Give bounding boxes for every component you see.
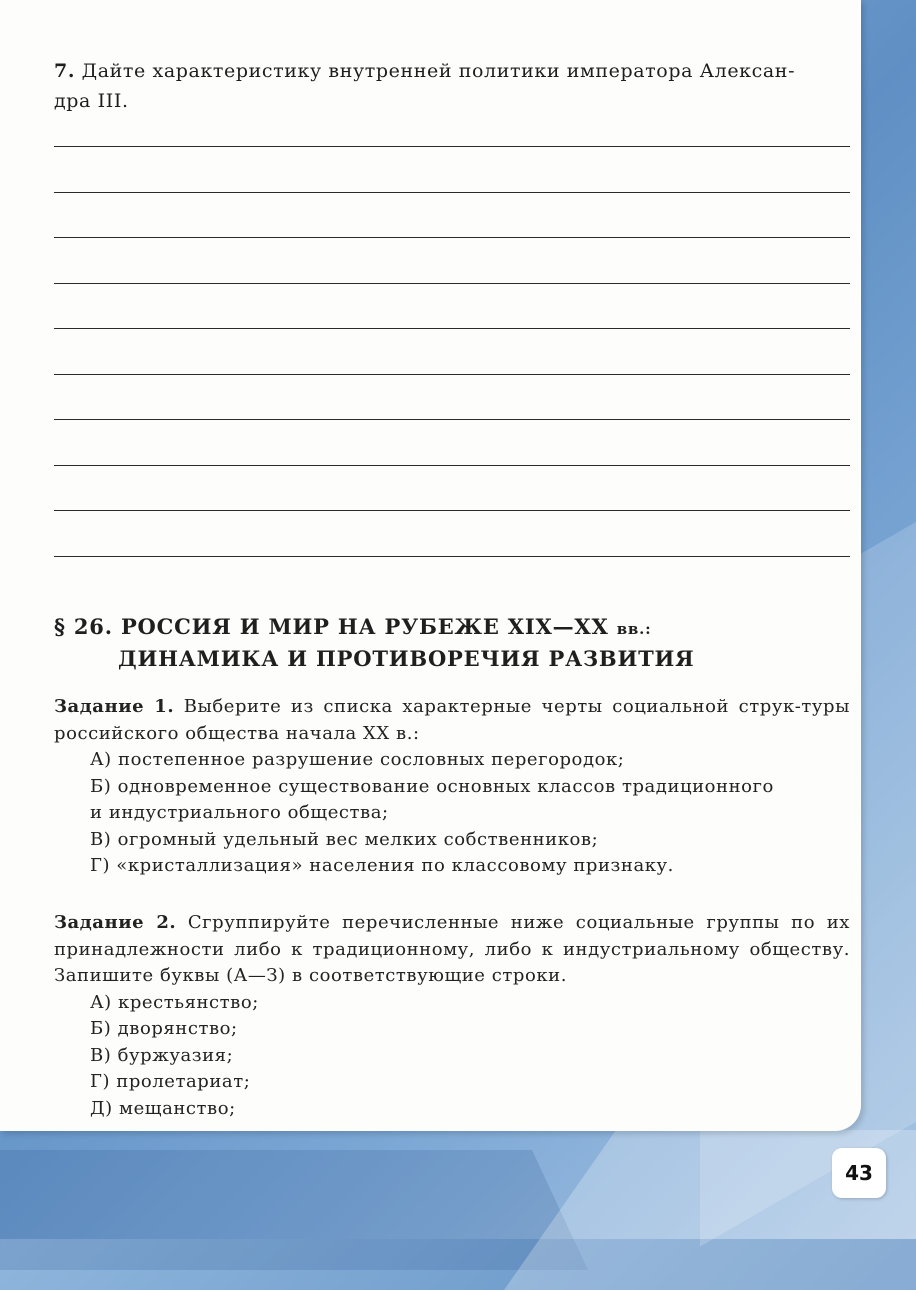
section-subtitle: ДИНАМИКА И ПРОТИВОРЕЧИЯ РАЗВИТИЯ bbox=[118, 646, 695, 671]
question-text-cont: дра III. bbox=[54, 90, 129, 112]
list-item-cont: и индустриального общества; bbox=[90, 802, 389, 823]
section-heading bbox=[54, 612, 854, 674]
list-item: Г) «кристаллизация» населения по классовому признаку. bbox=[90, 855, 674, 876]
answer-line[interactable] bbox=[54, 556, 850, 557]
question-text: Дайте характеристику внутренней политики императора Алексан- bbox=[75, 60, 796, 82]
list-item: А) крестьянство; bbox=[90, 991, 259, 1013]
answer-line[interactable] bbox=[54, 374, 850, 375]
task-label: Задание 1. bbox=[54, 696, 175, 717]
section-number: § 26. bbox=[54, 614, 113, 639]
question-number: 7. bbox=[54, 60, 76, 82]
task-2 bbox=[54, 910, 850, 1122]
list-item: Б) дворянство; bbox=[90, 1018, 238, 1039]
background-facet bbox=[0, 1150, 588, 1270]
answer-line[interactable] bbox=[54, 419, 850, 420]
section-title-small: вв.: bbox=[616, 620, 652, 638]
answer-line[interactable] bbox=[54, 510, 850, 511]
list-item: Б) одновременное существование основных классов традиционного bbox=[90, 775, 774, 797]
list-item: В) буржуазия; bbox=[90, 1044, 234, 1066]
question-7 bbox=[54, 56, 849, 116]
task-1 bbox=[54, 694, 850, 880]
list-item: Г) пролетариат; bbox=[90, 1071, 251, 1092]
task-label: Задание 2. bbox=[54, 912, 177, 933]
section-title: РОССИЯ И МИР НА РУБЕЖЕ XIX—XX bbox=[112, 614, 617, 639]
answer-line[interactable] bbox=[54, 237, 850, 238]
list-item: Д) мещанство; bbox=[90, 1097, 236, 1119]
answer-line[interactable] bbox=[54, 283, 850, 284]
answer-line[interactable] bbox=[54, 465, 850, 466]
answer-line[interactable] bbox=[54, 146, 850, 147]
page-number: 43 bbox=[832, 1148, 886, 1198]
task-text: Выберите из списка характерные черты социальной струк-туры российского общества начала XX в.: bbox=[54, 696, 850, 744]
task-text: Сгруппируйте перечисленные ниже социальные группы по их принадлежности либо к традиционному, либо к индустриальному обществу. Запишите буквы (А—З) в соответствующие строки. bbox=[54, 912, 851, 986]
answer-line[interactable] bbox=[54, 192, 850, 193]
list-item: А) постепенное разрушение сословных перегородок; bbox=[90, 749, 625, 770]
list-item: В) огромный удельный вес мелких собственников; bbox=[90, 828, 599, 850]
answer-line[interactable] bbox=[54, 328, 850, 329]
